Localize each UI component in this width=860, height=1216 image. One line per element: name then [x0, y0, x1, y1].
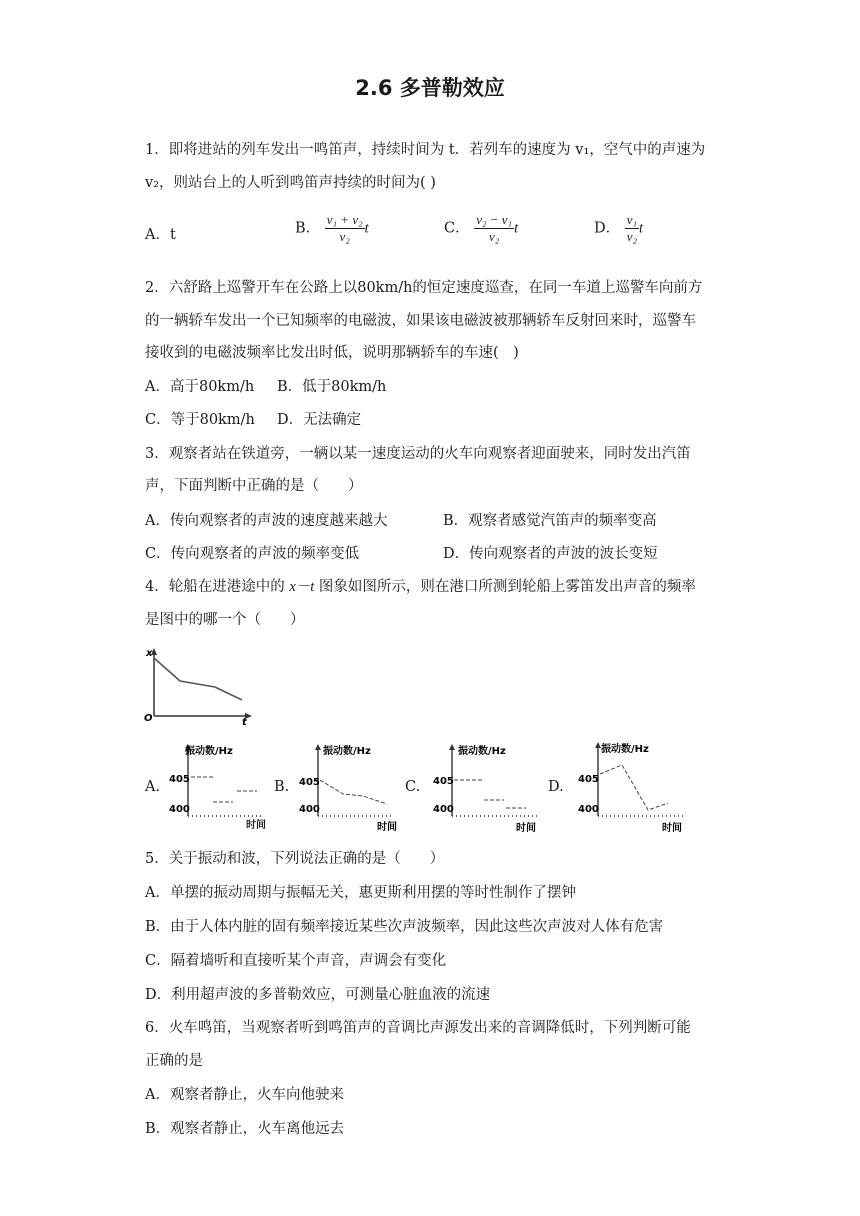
q1-option-d-label: D．: [594, 220, 621, 237]
q1-option-b-denominator: v₂: [339, 229, 350, 244]
q6-option-a: A．观察者静止，火车向他驶来: [145, 1087, 344, 1103]
q4-graph-c: [432, 740, 547, 834]
q5-stem: 5．关于振动和波，下列说法正确的是（ ）: [145, 851, 445, 867]
q1-option-d: [594, 212, 643, 245]
q1-option-c-fraction: [474, 212, 514, 245]
q3-option-b: B．观察者感觉汽笛声的频率变高: [443, 513, 657, 529]
q3-stem-line2: 声，下面判断中正确的是（ ）: [145, 478, 363, 494]
graph-b-curve: [320, 780, 387, 804]
q4-stem-line2: 是图中的哪一个（ ）: [145, 612, 305, 628]
graph-b-tick-400: 400: [299, 804, 320, 815]
xt-curve: [154, 658, 242, 700]
graph-b-y-arrow: [315, 744, 321, 750]
graph-b-x-label: 时间: [377, 822, 397, 832]
q1-option-d-numerator: v₁: [626, 212, 638, 227]
q4-option-c-label: C.: [405, 779, 421, 795]
graph-c-y-label: 振动数/Hz: [458, 746, 506, 757]
q6-stem-line1: 6．火车鸣笛，当观察者听到鸣笛声的音调比声源发出来的音调降低时，下列判断可能: [145, 1020, 691, 1036]
graph-c-y-arrow: [449, 744, 455, 750]
graph-c-tick-405: 405: [433, 776, 454, 787]
q3-option-c: C．传向观察者的声波的频率变低: [145, 546, 360, 562]
xt-x-label: t: [242, 717, 247, 726]
graph-c-tick-400: 400: [433, 804, 454, 815]
xt-y-label: x: [146, 648, 153, 659]
graph-a-y-label: 振动数/Hz: [185, 746, 233, 757]
q6-stem-line2: 正确的是: [145, 1053, 203, 1069]
q1-option-b-label: B．: [295, 220, 321, 237]
q4-graph-d: [572, 738, 694, 834]
q1-option-d-fraction: [625, 212, 639, 245]
q6-option-b: B．观察者静止，火车离他远去: [145, 1121, 345, 1137]
q2-stem-line1: 2．六舒路上巡警开车在公路上以80km/h的恒定速度巡查，在同一车道上巡警车向前方: [145, 280, 703, 296]
q2-option-d: D．无法确定: [277, 412, 362, 428]
graph-c-x-label: 时间: [516, 823, 536, 834]
q1-option-c-denominator: v₂: [489, 229, 500, 244]
q1-stem-line2: v₂，则站台上的人听到鸣笛声持续的时间为( ): [145, 175, 436, 191]
graph-d-tick-400: 400: [578, 804, 599, 815]
graph-a-tick-400: 400: [169, 804, 190, 815]
q1-option-d-t: t: [639, 220, 644, 237]
q5-option-d: D．利用超声波的多普勒效应，可测量心脏血液的流速: [145, 987, 491, 1003]
q1-option-a: A．t: [145, 227, 176, 243]
q3-stem-line1: 3．观察者站在铁道旁，一辆以某一速度运动的火车向观察者迎面驶来，同时发出汽笛: [145, 446, 691, 462]
q2-stem-line3: 接收到的电磁波频率比发出时低，说明那辆轿车的车速( ): [145, 345, 519, 361]
q1-option-c-t: t: [514, 220, 519, 237]
page-title: 2.6 多普勒效应: [355, 76, 505, 100]
q3-option-d: D．传向观察者的声波的波长变短: [443, 546, 658, 562]
q4-option-a-label: A.: [145, 779, 161, 795]
q2-option-a: A．高于80km/h: [145, 379, 255, 395]
graph-a-x-label: 时间: [246, 820, 266, 831]
q1-option-b-numerator: v₁ + v₂: [326, 212, 363, 227]
q2-option-c: C．等于80km/h: [145, 412, 255, 428]
q4-stem-variable: x－t: [289, 579, 315, 595]
q1-option-c-label: C．: [444, 220, 470, 237]
xt-graph: [142, 644, 262, 726]
graph-d-curve: [600, 765, 668, 810]
q1-option-c-numerator: v₂ − v₁: [476, 212, 513, 227]
graph-b-y-label: 振动数/Hz: [323, 746, 371, 757]
q4-stem-text-b: 图象如图所示，则在港口所测到轮船上雾笛发出声音的频率: [314, 579, 696, 595]
q4-stem-line1: [145, 577, 696, 597]
q4-graph-b: [293, 740, 405, 832]
q5-option-b: B．由于人体内脏的固有频率接近某些次声波频率，因此这些次声波对人体有危害: [145, 919, 664, 935]
q1-option-b-fraction: [325, 212, 365, 245]
q4-stem-text-a: 4．轮船在进港途中的: [145, 579, 290, 595]
xt-origin-label: O: [144, 713, 153, 724]
q4-option-b-label: B.: [274, 779, 290, 795]
graph-b-tick-405: 405: [299, 777, 320, 788]
graph-a-tick-405: 405: [169, 774, 190, 785]
q5-option-c: C．隔着墙听和直接听某个声音，声调会有变化: [145, 953, 447, 969]
graph-d-x-label: 时间: [662, 823, 682, 834]
q2-option-b: B．低于80km/h: [277, 379, 387, 395]
graph-d-y-label: 振动数/Hz: [601, 744, 649, 755]
q3-option-a: A．传向观察者的声波的速度越来越大: [145, 513, 388, 529]
q1-option-b: [295, 212, 369, 245]
q1-stem-line1: 1．即将进站的列车发出一鸣笛声，持续时间为 t．若列车的速度为 v₁，空气中的声速为: [145, 142, 706, 158]
q2-stem-line2: 的一辆轿车发出一个已知频率的电磁波，如果该电磁波被那辆轿车反射回来时，巡警车: [145, 313, 696, 329]
q1-option-d-denominator: v₂: [626, 229, 638, 244]
q4-option-d-label: D.: [548, 779, 564, 795]
graph-d-tick-405: 405: [578, 774, 599, 785]
q1-option-c: [444, 212, 518, 245]
q5-option-a: A．单摆的振动周期与振幅无关，惠更斯利用摆的等时性制作了摆钟: [145, 885, 576, 901]
q1-option-b-t: t: [364, 220, 369, 237]
